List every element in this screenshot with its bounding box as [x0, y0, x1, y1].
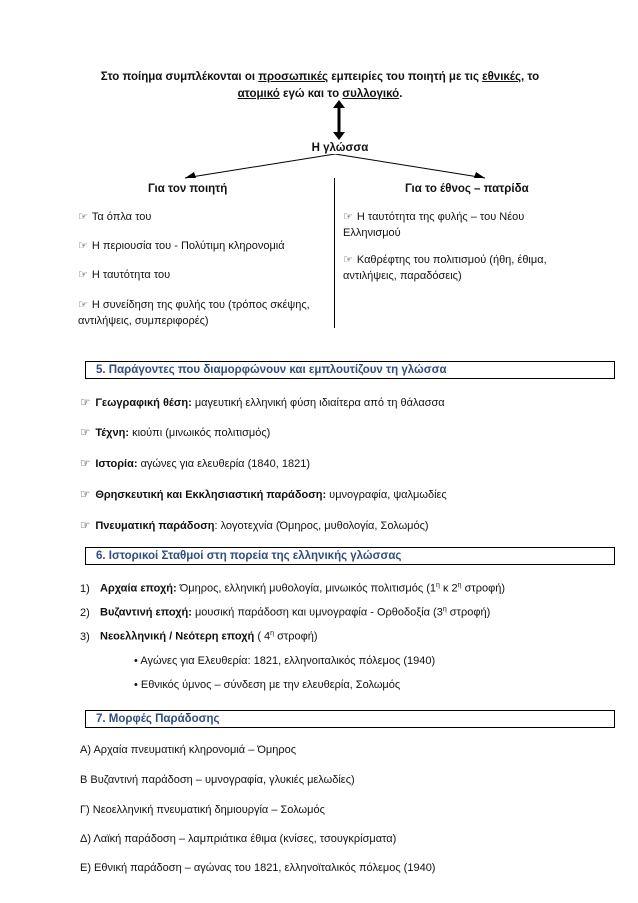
factor-item: ☞ Γεωγραφική θέση: μαγευτική ελληνική φύση ιδιαίτερα από τη θάλασσα: [80, 395, 445, 409]
section-7-heading: 7. Μορφές Παράδοσης: [85, 710, 615, 728]
right-item: ☞ Καθρέφτης του πολιτισμού (ήθη, έθιμα, αντιλήψεις, παραδόσεις): [343, 253, 547, 282]
factor-item: ☞ Τέχνη: κιούπι (μινωικός πολιτισμός): [80, 425, 271, 439]
pointing-hand-icon: ☞: [80, 518, 91, 532]
left-item: ☞ Η συνείδηση της φυλής του (τρόπος σκέψης, αντιλήψεις, συμπεριφορές): [78, 298, 310, 327]
left-item: ☞ Τα όπλα του: [78, 210, 152, 223]
double-arrow-icon: [329, 100, 349, 140]
tradition-item: Ε) Εθνική παράδοση – αγώνας του 1821, ελληνοϊταλικός πόλεμος (1940): [80, 862, 436, 874]
section-5-heading: 5. Παράγοντες που διαμορφώνουν και εμπλουτίζουν τη γλώσσα: [85, 361, 615, 379]
tradition-item: Α) Αρχαία πνευματική κληρονομιά – Όμηρος: [80, 744, 297, 756]
tree-connector: [140, 154, 530, 184]
intro-word-national: εθνικές: [482, 71, 521, 83]
section-6-heading: 6. Ιστορικοί Σταθμοί στη πορεία της ελληνικής γλώσσας: [85, 547, 615, 565]
tradition-item: Γ) Νεοελληνική πνευματική δημιουργία – Σολωμός: [80, 804, 325, 816]
intro-word-collective: συλλογικό: [342, 88, 400, 100]
tradition-item: Β Βυζαντινή παράδοση – υμνογραφία, γλυκιές μελωδίες): [80, 774, 355, 786]
bullet-item: • Εθνικός ύμνος – σύνδεση με την ελευθερία, Σολωμός: [134, 679, 401, 691]
intro-text: εγώ και το: [279, 88, 343, 100]
pointing-hand-icon: ☞: [343, 253, 353, 266]
factor-item: ☞ Θρησκευτική και Εκκλησιαστική παράδοση: υμνογραφία, ψαλμωδίες: [80, 487, 447, 501]
bullet-item: • Αγώνες για Ελευθερία: 1821, ελληνοιταλικός πόλεμος (1940): [134, 655, 436, 667]
left-item: ☞ Η περιουσία του - Πολύτιμη κληρονομιά: [78, 239, 285, 252]
pointing-hand-icon: ☞: [80, 487, 91, 501]
factor-item: ☞ Πνευματική παράδοση: λογοτεχνία (Όμηρος, μυθολογία, Σολωμός): [80, 518, 429, 532]
pointing-hand-icon: ☞: [78, 239, 88, 252]
intro-text: , το: [520, 71, 540, 83]
diagram-title: Η γλώσσα: [311, 142, 369, 154]
pointing-hand-icon: ☞: [80, 425, 91, 439]
intro-text: εμπειρίες του ποιητή με τις: [328, 71, 483, 83]
pointing-hand-icon: ☞: [78, 210, 88, 223]
left-column-title: Για τον ποιητή: [148, 183, 228, 195]
intro-text: Στο ποίημα συμπλέκονται οι: [100, 71, 259, 83]
station-item: 3) Νεοελληνική / Νεότερη εποχή ( $4^\eta$ στροφή): [80, 630, 318, 643]
bullet-dot-icon: •: [134, 655, 141, 667]
pointing-hand-icon: ☞: [78, 298, 88, 311]
intro-word-individual: ατομικό: [237, 88, 280, 100]
tradition-item: Δ) Λαϊκή παράδοση – λαμπριάτικα έθιμα (κνίσες, τσουγκρίσματα): [80, 833, 397, 845]
left-item: ☞ Η ταυτότητα του: [78, 268, 171, 281]
pointing-hand-icon: ☞: [80, 456, 91, 470]
station-item: 2) Βυζαντινή εποχή: μουσική παράδοση και υμνογραφία - Ορθοδοξία ($3^\eta$ στροφή): [80, 606, 491, 619]
right-column-title: Για το έθνος – πατρίδα: [405, 183, 529, 195]
right-item: ☞ Η ταυτότητα της φυλής – του Νέου Ελληνισμού: [343, 210, 525, 239]
factor-item: ☞ Ιστορία: αγώνες για ελευθερία (1840, 1821): [80, 456, 310, 470]
pointing-hand-icon: ☞: [80, 395, 91, 409]
station-item: 1) Αρχαία εποχή: Όμηρος, ελληνική μυθολογία, μινωικός πολιτισμός ($1^\eta$ κ $2^\eta$ στροφή): [80, 582, 506, 595]
intro-paragraph: [60, 69, 580, 103]
pointing-hand-icon: ☞: [78, 268, 88, 281]
intro-text: .: [399, 88, 403, 100]
column-divider: [334, 178, 335, 328]
intro-word-personal: προσωπικές: [258, 71, 329, 83]
bullet-dot-icon: •: [134, 679, 141, 691]
pointing-hand-icon: ☞: [343, 210, 353, 223]
